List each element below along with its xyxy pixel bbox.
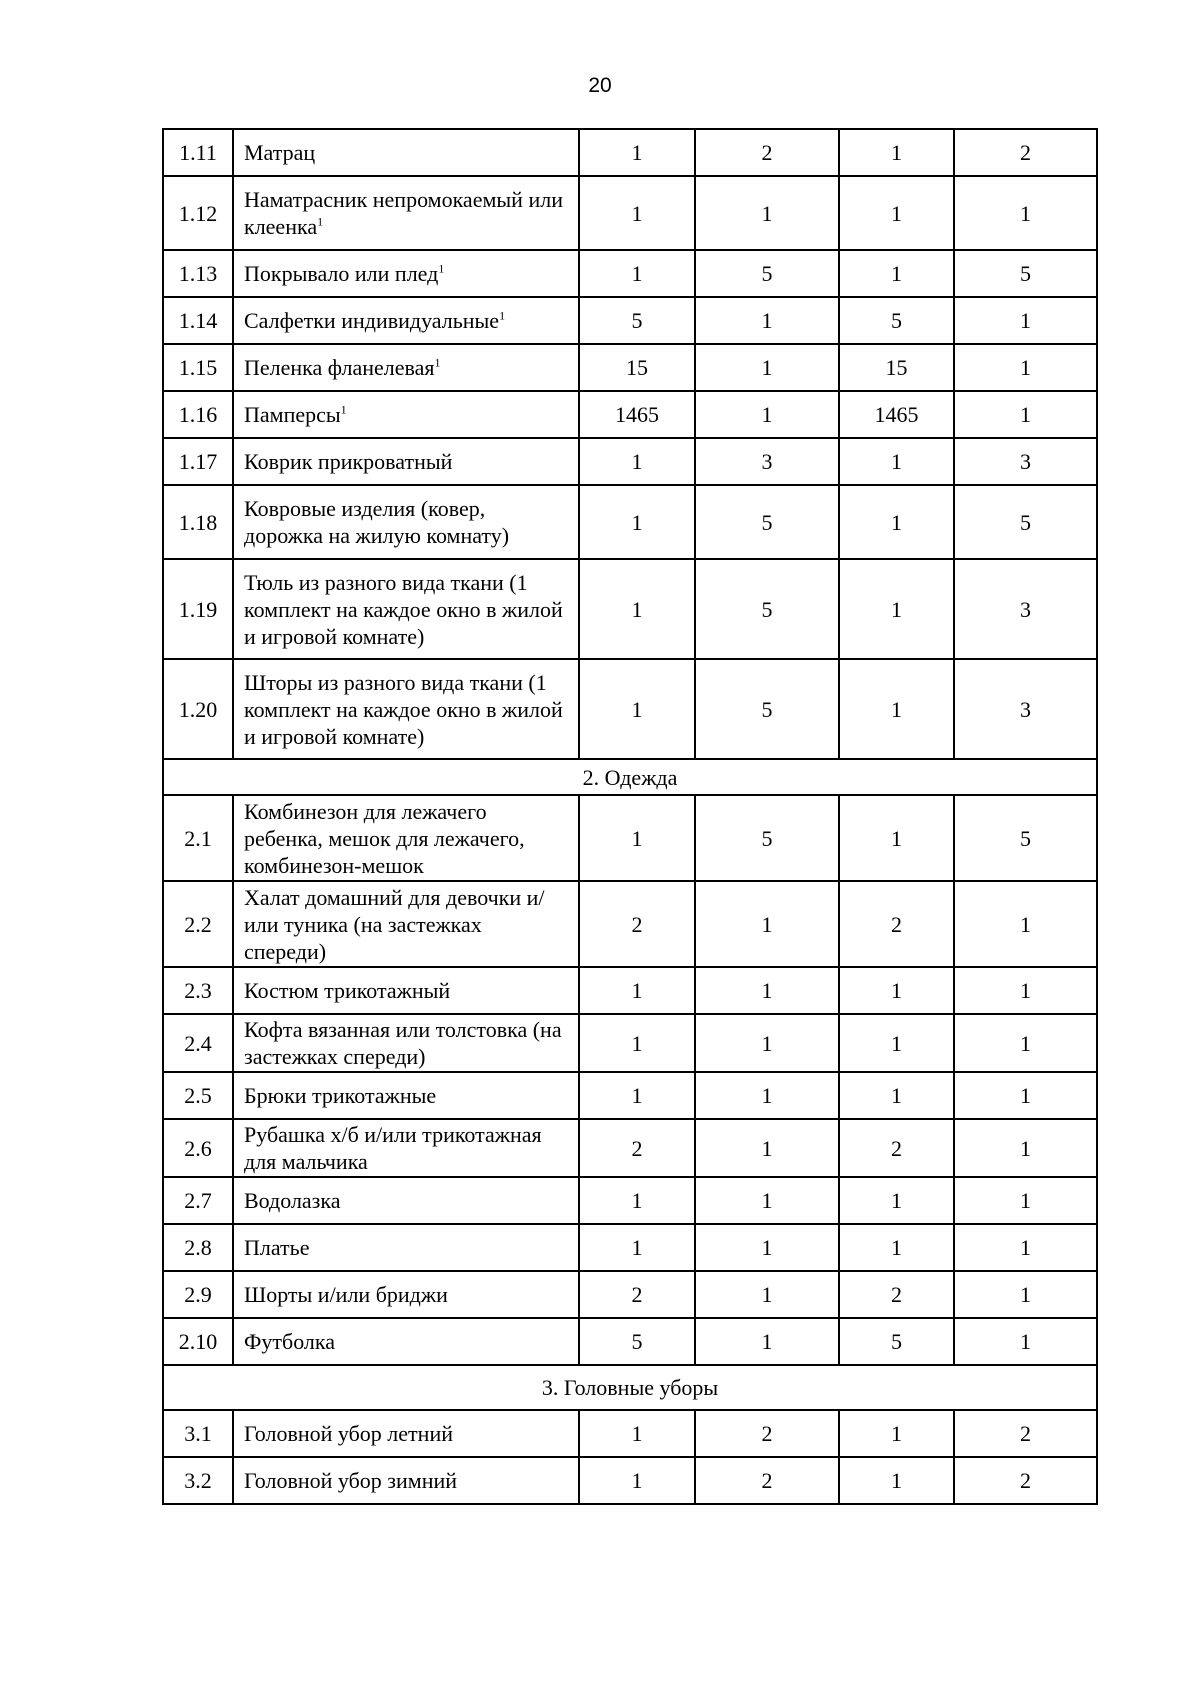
item-name: Покрывало или плед <box>244 261 439 286</box>
value-cell-4: 2 <box>954 129 1097 176</box>
value-cell-3: 1465 <box>839 391 954 438</box>
value-cell-3: 2 <box>839 1271 954 1318</box>
item-name-cell <box>233 1457 579 1504</box>
value-cell-3: 1 <box>839 559 954 659</box>
footnote-marker: 1 <box>438 261 445 276</box>
item-number: 2.8 <box>163 1224 233 1271</box>
value-cell-4: 1 <box>954 1119 1097 1177</box>
value-cell-1: 1 <box>579 438 695 485</box>
value-cell-4: 1 <box>954 1014 1097 1072</box>
value-cell-3: 15 <box>839 344 954 391</box>
item-name: Водолазка <box>244 1188 341 1213</box>
table-row <box>163 559 1097 659</box>
table-row <box>163 967 1097 1014</box>
value-cell-3: 1 <box>839 1014 954 1072</box>
table-row <box>163 438 1097 485</box>
item-number: 1.19 <box>163 559 233 659</box>
item-name: Рубашка х/б и/или трикотажная для мальчика <box>244 1122 542 1174</box>
value-cell-4: 1 <box>954 1224 1097 1271</box>
value-cell-4: 1 <box>954 297 1097 344</box>
value-cell-1: 1 <box>579 1224 695 1271</box>
value-cell-1: 5 <box>579 297 695 344</box>
value-cell-4: 3 <box>954 438 1097 485</box>
value-cell-3: 1 <box>839 1224 954 1271</box>
value-cell-2: 1 <box>695 1271 839 1318</box>
table-row <box>163 485 1097 559</box>
value-cell-3: 1 <box>839 967 954 1014</box>
item-name-cell <box>233 1410 579 1457</box>
section-title: 2. Одежда <box>163 759 1097 795</box>
value-cell-1: 1 <box>579 250 695 297</box>
value-cell-4: 3 <box>954 659 1097 759</box>
table-body <box>163 129 1097 1504</box>
item-number: 1.11 <box>163 129 233 176</box>
item-name-cell <box>233 659 579 759</box>
value-cell-4: 1 <box>954 881 1097 967</box>
item-name: Салфетки индивидуальные <box>244 308 500 333</box>
item-name-cell <box>233 176 579 250</box>
value-cell-2: 5 <box>695 250 839 297</box>
item-number: 3.1 <box>163 1410 233 1457</box>
item-name: Коврик прикроватный <box>244 449 453 474</box>
item-number: 2.9 <box>163 1271 233 1318</box>
footnote-marker: 1 <box>499 308 506 323</box>
item-name: Комбинезон для лежачего ребенка, мешок для лежачего, комбинезон-мешок <box>244 798 525 878</box>
item-number: 2.6 <box>163 1119 233 1177</box>
item-name: Платье <box>244 1235 310 1260</box>
value-cell-4: 1 <box>954 1271 1097 1318</box>
value-cell-1: 1 <box>579 1072 695 1119</box>
value-cell-1: 1 <box>579 1457 695 1504</box>
value-cell-2: 1 <box>695 1224 839 1271</box>
value-cell-3: 1 <box>839 1072 954 1119</box>
table-row <box>163 1072 1097 1119</box>
table-row <box>163 344 1097 391</box>
table-row <box>163 659 1097 759</box>
value-cell-3: 1 <box>839 795 954 881</box>
item-name: Шорты и/или бриджи <box>244 1282 448 1307</box>
item-number: 2.5 <box>163 1072 233 1119</box>
item-number: 1.15 <box>163 344 233 391</box>
item-number: 2.4 <box>163 1014 233 1072</box>
item-name-cell <box>233 795 579 881</box>
value-cell-4: 1 <box>954 1177 1097 1224</box>
value-cell-2: 5 <box>695 795 839 881</box>
value-cell-2: 1 <box>695 1014 839 1072</box>
value-cell-4: 5 <box>954 485 1097 559</box>
item-name-cell <box>233 1119 579 1177</box>
value-cell-1: 1 <box>579 1177 695 1224</box>
value-cell-4: 2 <box>954 1457 1097 1504</box>
item-name-cell <box>233 1318 579 1365</box>
item-name: Головной убор летний <box>244 1421 453 1446</box>
item-name-cell <box>233 1014 579 1072</box>
value-cell-1: 1 <box>579 795 695 881</box>
item-number: 1.13 <box>163 250 233 297</box>
table-row <box>163 881 1097 967</box>
table-row <box>163 1119 1097 1177</box>
value-cell-2: 1 <box>695 881 839 967</box>
item-name: Костюм трикотажный <box>244 978 451 1003</box>
item-name-cell <box>233 1224 579 1271</box>
item-name-cell <box>233 250 579 297</box>
item-number: 3.2 <box>163 1457 233 1504</box>
item-number: 1.18 <box>163 485 233 559</box>
item-name-cell <box>233 1271 579 1318</box>
item-name-cell <box>233 559 579 659</box>
item-number: 1.14 <box>163 297 233 344</box>
item-number: 2.10 <box>163 1318 233 1365</box>
value-cell-3: 2 <box>839 881 954 967</box>
value-cell-4: 1 <box>954 344 1097 391</box>
item-number: 2.7 <box>163 1177 233 1224</box>
item-name: Памперсы <box>244 402 341 427</box>
table-row <box>163 1271 1097 1318</box>
value-cell-2: 1 <box>695 1318 839 1365</box>
item-name-cell <box>233 485 579 559</box>
value-cell-2: 1 <box>695 1119 839 1177</box>
section-header-row <box>163 759 1097 795</box>
value-cell-4: 2 <box>954 1410 1097 1457</box>
value-cell-2: 1 <box>695 297 839 344</box>
value-cell-2: 3 <box>695 438 839 485</box>
item-name-cell <box>233 297 579 344</box>
item-name-cell <box>233 967 579 1014</box>
value-cell-2: 1 <box>695 176 839 250</box>
item-name: Кофта вязанная или толстовка (на застежках спереди) <box>244 1017 562 1069</box>
value-cell-1: 1 <box>579 1014 695 1072</box>
value-cell-3: 5 <box>839 297 954 344</box>
value-cell-3: 1 <box>839 659 954 759</box>
value-cell-4: 5 <box>954 795 1097 881</box>
value-cell-4: 1 <box>954 967 1097 1014</box>
value-cell-1: 5 <box>579 1318 695 1365</box>
table-row <box>163 1457 1097 1504</box>
footnote-marker: 1 <box>434 355 441 370</box>
section-title: 3. Головные уборы <box>163 1365 1097 1410</box>
item-number: 1.17 <box>163 438 233 485</box>
value-cell-2: 5 <box>695 559 839 659</box>
table-row <box>163 297 1097 344</box>
item-number: 2.2 <box>163 881 233 967</box>
item-name: Футболка <box>244 1329 335 1354</box>
item-name: Халат домашний для девочки и/или туника (на застежках спереди) <box>244 884 545 964</box>
value-cell-4: 1 <box>954 391 1097 438</box>
value-cell-1: 1 <box>579 659 695 759</box>
value-cell-3: 1 <box>839 129 954 176</box>
value-cell-2: 2 <box>695 129 839 176</box>
item-number: 2.1 <box>163 795 233 881</box>
value-cell-4: 1 <box>954 1072 1097 1119</box>
value-cell-1: 1 <box>579 485 695 559</box>
value-cell-2: 5 <box>695 659 839 759</box>
value-cell-3: 1 <box>839 1177 954 1224</box>
value-cell-3: 1 <box>839 438 954 485</box>
value-cell-2: 1 <box>695 1072 839 1119</box>
footnote-marker: 1 <box>317 214 324 229</box>
item-name-cell <box>233 344 579 391</box>
value-cell-3: 1 <box>839 176 954 250</box>
item-name: Тюль из разного вида ткани (1 комплект на каждое окно в жилой и игровой комнате) <box>244 569 563 649</box>
item-number: 2.3 <box>163 967 233 1014</box>
table-row <box>163 1224 1097 1271</box>
value-cell-1: 1 <box>579 559 695 659</box>
item-name-cell <box>233 391 579 438</box>
item-name-cell <box>233 881 579 967</box>
value-cell-1: 1 <box>579 1410 695 1457</box>
value-cell-3: 5 <box>839 1318 954 1365</box>
value-cell-2: 1 <box>695 967 839 1014</box>
value-cell-4: 5 <box>954 250 1097 297</box>
section-header-row <box>163 1365 1097 1410</box>
item-name: Брюки трикотажные <box>244 1083 437 1108</box>
item-name: Матрац <box>244 140 316 165</box>
value-cell-4: 1 <box>954 176 1097 250</box>
table-row <box>163 1014 1097 1072</box>
norms-table <box>162 128 1098 1505</box>
value-cell-1: 1 <box>579 176 695 250</box>
table-row <box>163 250 1097 297</box>
value-cell-1: 2 <box>579 1271 695 1318</box>
value-cell-2: 2 <box>695 1410 839 1457</box>
value-cell-1: 1 <box>579 129 695 176</box>
item-name-cell <box>233 1177 579 1224</box>
value-cell-1: 1 <box>579 967 695 1014</box>
value-cell-2: 1 <box>695 1177 839 1224</box>
footnote-marker: 1 <box>340 402 347 417</box>
item-number: 1.20 <box>163 659 233 759</box>
table-row <box>163 795 1097 881</box>
value-cell-2: 2 <box>695 1457 839 1504</box>
value-cell-2: 5 <box>695 485 839 559</box>
table-row <box>163 1410 1097 1457</box>
table-row <box>163 1177 1097 1224</box>
page-number: 20 <box>588 74 612 97</box>
value-cell-1: 15 <box>579 344 695 391</box>
item-number: 1.12 <box>163 176 233 250</box>
value-cell-3: 1 <box>839 1457 954 1504</box>
item-name: Шторы из разного вида ткани (1 комплект на каждое окно в жилой и игровой комнате) <box>244 669 563 749</box>
item-name-cell <box>233 1072 579 1119</box>
value-cell-2: 1 <box>695 391 839 438</box>
item-number: 1.16 <box>163 391 233 438</box>
value-cell-1: 1465 <box>579 391 695 438</box>
table-row <box>163 129 1097 176</box>
value-cell-3: 2 <box>839 1119 954 1177</box>
item-name: Ковровые изделия (ковер, дорожка на жилую комнату) <box>244 496 510 548</box>
value-cell-3: 1 <box>839 485 954 559</box>
table-row <box>163 391 1097 438</box>
value-cell-1: 2 <box>579 1119 695 1177</box>
item-name-cell <box>233 438 579 485</box>
value-cell-2: 1 <box>695 344 839 391</box>
item-name: Головной убор зимний <box>244 1468 458 1493</box>
item-name: Пеленка фланелевая <box>244 355 435 380</box>
value-cell-1: 2 <box>579 881 695 967</box>
table-row <box>163 1318 1097 1365</box>
value-cell-3: 1 <box>839 250 954 297</box>
item-name-cell <box>233 129 579 176</box>
value-cell-4: 1 <box>954 1318 1097 1365</box>
value-cell-3: 1 <box>839 1410 954 1457</box>
table-row <box>163 176 1097 250</box>
item-name: Наматрасник непромокаемый или клеенка <box>244 187 563 239</box>
value-cell-4: 3 <box>954 559 1097 659</box>
